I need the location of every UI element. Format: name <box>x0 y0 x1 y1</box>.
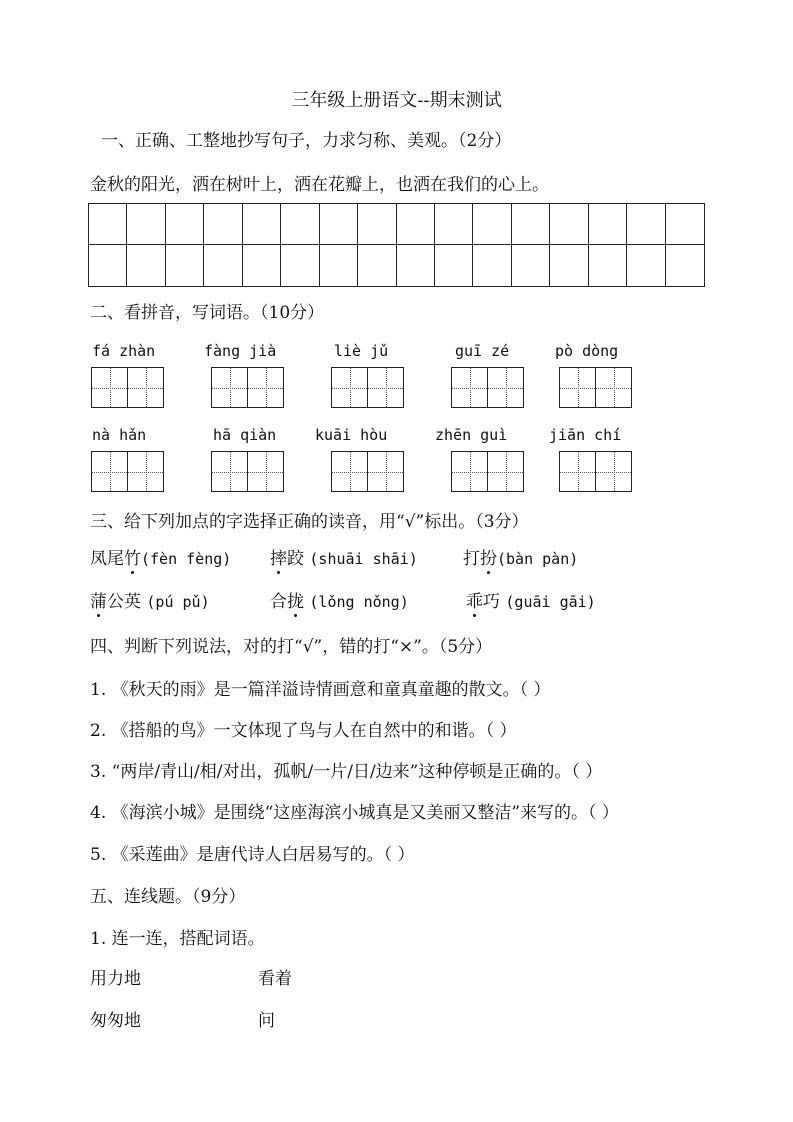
matching-instruction: 1. 连一连，搭配词语。 <box>90 929 265 949</box>
pinyin-label: kuāi hòu <box>315 426 388 444</box>
dotted-char: 摔 <box>270 544 287 569</box>
word-part: 公英 <box>107 592 141 612</box>
reading-item <box>463 544 578 569</box>
page-title: 三年级上册语文--期末测试 <box>291 90 502 111</box>
reading-item <box>90 587 210 612</box>
judgement-item[interactable]: 1. 《秋天的雨》是一篇洋溢诗情画意和童真童趣的散文。（ ） <box>90 680 551 700</box>
section-2-heading: 二、看拼音，写词语。（10分） <box>90 303 325 323</box>
match-right-item[interactable]: 看着 <box>258 969 292 989</box>
word-part: 合 <box>270 592 287 612</box>
match-left-item[interactable]: 用力地 <box>90 969 141 989</box>
reading-item <box>270 544 418 569</box>
tianzi-box[interactable] <box>451 451 524 492</box>
copy-writing-grid[interactable] <box>88 203 705 287</box>
pinyin-label: pò dòng <box>555 342 619 360</box>
section-1-heading: 一、正确、工整地抄写句子，力求匀称、美观。（2分） <box>101 131 512 151</box>
match-left-item[interactable]: 匆匆地 <box>90 1011 141 1031</box>
section-4-heading: 四、判断下列说法，对的打“√”，错的打“×”。（5分） <box>90 637 493 657</box>
pinyin-label: guī zé <box>455 342 510 360</box>
section-3-heading: 三、给下列加点的字选择正确的读音，用“√”标出。（3分） <box>90 512 529 532</box>
copy-sentence: 金秋的阳光，洒在树叶上，洒在花瓣上，也洒在我们的心上。 <box>90 175 549 195</box>
pinyin-label: jiān chí <box>549 426 622 444</box>
section-5-heading: 五、连线题。（9分） <box>90 887 246 907</box>
judgement-item[interactable]: 5. 《采莲曲》是唐代诗人白居易写的。（ ） <box>90 845 415 865</box>
word-part: 凤尾 <box>90 549 124 569</box>
reading-options[interactable]: (fèn fèng) <box>141 550 232 568</box>
word-part: 巧 <box>483 592 500 612</box>
reading-options[interactable]: (bàn pàn) <box>497 550 579 568</box>
reading-item <box>466 587 596 612</box>
tianzi-box[interactable] <box>451 367 524 408</box>
pinyin-label: fá zhàn <box>92 342 156 360</box>
word-part: 跤 <box>287 549 304 569</box>
reading-item <box>90 544 231 569</box>
dotted-char: 乖 <box>466 587 483 612</box>
tianzi-box[interactable] <box>331 367 404 408</box>
tianzi-box[interactable] <box>211 451 284 492</box>
reading-options[interactable]: (shuāi shāi) <box>309 550 418 568</box>
dotted-char: 扮 <box>480 544 497 569</box>
pinyin-label: nà hǎn <box>92 426 147 444</box>
dotted-char: 竹 <box>124 544 141 569</box>
reading-options[interactable]: (guāi gāi) <box>505 593 596 611</box>
tianzi-box[interactable] <box>91 451 164 492</box>
pinyin-label: zhēn guì <box>435 426 508 444</box>
tianzi-box[interactable] <box>559 367 632 408</box>
judgement-item[interactable]: 4. 《海滨小城》是围绕“这座海滨小城真是又美丽又整洁”来写的。（ ） <box>90 803 619 823</box>
reading-options[interactable]: (lǒng nǒng) <box>309 593 409 611</box>
reading-item <box>270 587 409 612</box>
pinyin-label: fàng jià <box>204 342 277 360</box>
tianzi-box[interactable] <box>91 367 164 408</box>
tianzi-box[interactable] <box>559 451 632 492</box>
reading-options[interactable]: (pú pǔ) <box>146 593 210 611</box>
judgement-item[interactable]: 3. “两岸/青山/相/对出，孤帆/一片/日/边来”这种停顿是正确的。（ ） <box>90 762 603 782</box>
pinyin-label: liè jǔ <box>334 342 389 360</box>
dotted-char: 拢 <box>287 587 304 612</box>
dotted-char: 蒲 <box>90 587 107 612</box>
judgement-item[interactable]: 2. 《搭船的鸟》一文体现了鸟与人在自然中的和谐。（ ） <box>90 721 517 741</box>
tianzi-box[interactable] <box>331 451 404 492</box>
word-part: 打 <box>463 549 480 569</box>
tianzi-box[interactable] <box>211 367 284 408</box>
match-right-item[interactable]: 问 <box>258 1011 275 1031</box>
pinyin-label: hā qiàn <box>213 426 277 444</box>
